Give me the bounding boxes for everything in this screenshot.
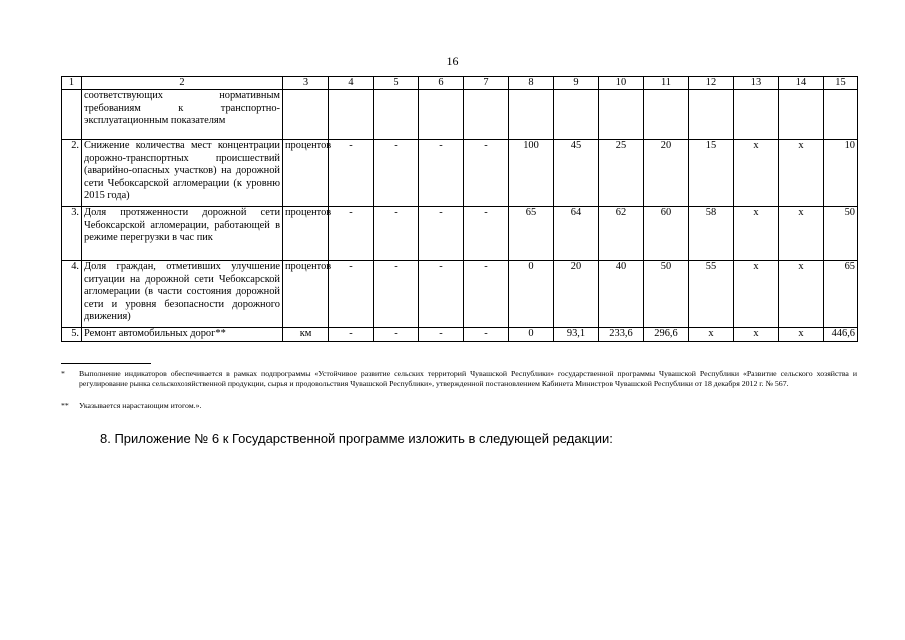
value-cell: - xyxy=(329,207,374,261)
value-cell xyxy=(464,90,509,140)
value-cell xyxy=(734,90,779,140)
value-cell: 65 xyxy=(824,261,858,328)
value-cell: 62 xyxy=(599,207,644,261)
value-cell: - xyxy=(419,261,464,328)
value-cell xyxy=(329,90,374,140)
value-cell: 50 xyxy=(824,207,858,261)
unit-cell: процентов xyxy=(283,140,329,207)
value-cell xyxy=(824,90,858,140)
value-cell: 25 xyxy=(599,140,644,207)
table-row xyxy=(62,90,858,140)
column-number: 15 xyxy=(824,77,858,90)
value-cell: 93,1 xyxy=(554,328,599,342)
value-cell: - xyxy=(464,261,509,328)
value-cell: - xyxy=(419,328,464,342)
footnote-text: Выполнение индикаторов обеспечивается в рамках подпрограммы «Устойчивое развитие сельских территорий Чувашской Республики» государственной программы Чувашской Республики «Развитие сельского хозяйства и регулирование рынка сельскохозяйственной продукции, сырья и продовольствия Чувашской Республики», утвержденной постановлением Кабинета Министров Чувашской Республики от 18 декабря 2012 г. № 567. xyxy=(79,369,857,388)
column-number: 10 xyxy=(599,77,644,90)
value-cell: - xyxy=(329,261,374,328)
value-cell: - xyxy=(419,207,464,261)
value-cell: - xyxy=(329,328,374,342)
value-cell: 20 xyxy=(554,261,599,328)
value-cell: 296,6 xyxy=(644,328,689,342)
value-cell: x xyxy=(779,207,824,261)
row-number: 5. xyxy=(62,328,82,342)
value-cell: x xyxy=(779,328,824,342)
value-cell: x xyxy=(734,261,779,328)
column-number: 9 xyxy=(554,77,599,90)
table-row xyxy=(62,328,858,342)
indicator-name: соответствующих нормативным требованиям к транспортно-эксплуатационным показателям xyxy=(82,90,283,140)
unit-cell: процентов xyxy=(283,207,329,261)
value-cell: - xyxy=(374,140,419,207)
column-number: 1 xyxy=(62,77,82,90)
value-cell: x xyxy=(734,140,779,207)
column-number: 4 xyxy=(329,77,374,90)
column-number: 11 xyxy=(644,77,689,90)
unit-cell: км xyxy=(283,328,329,342)
value-cell: 15 xyxy=(689,140,734,207)
value-cell: 233,6 xyxy=(599,328,644,342)
value-cell xyxy=(779,90,824,140)
table-row xyxy=(62,140,858,207)
indicator-name: Доля протяженности дорожной сети Чебоксарской агломерации, работающей в режиме перегрузки в час пик xyxy=(82,207,283,261)
value-cell: 65 xyxy=(509,207,554,261)
value-cell xyxy=(689,90,734,140)
column-number: 12 xyxy=(689,77,734,90)
value-cell: 0 xyxy=(509,328,554,342)
column-number: 6 xyxy=(419,77,464,90)
table-row xyxy=(62,261,858,328)
value-cell: - xyxy=(464,140,509,207)
value-cell xyxy=(419,90,464,140)
value-cell: - xyxy=(464,328,509,342)
value-cell: 58 xyxy=(689,207,734,261)
value-cell: 45 xyxy=(554,140,599,207)
value-cell: 64 xyxy=(554,207,599,261)
indicator-name: Доля граждан, отметивших улучшение ситуации на дорожной сети Чебоксарской агломерации (в части состояния дорожной сети и уровня безопасности дорожного движения) xyxy=(82,261,283,328)
column-number: 13 xyxy=(734,77,779,90)
column-number: 7 xyxy=(464,77,509,90)
value-cell: - xyxy=(464,207,509,261)
footnote-mark: ** xyxy=(61,401,69,410)
table-header-row xyxy=(62,77,858,90)
indicators-table xyxy=(61,76,858,342)
value-cell: 40 xyxy=(599,261,644,328)
unit-cell: процентов xyxy=(283,261,329,328)
value-cell: - xyxy=(374,261,419,328)
value-cell: 60 xyxy=(644,207,689,261)
value-cell xyxy=(599,90,644,140)
value-cell: 10 xyxy=(824,140,858,207)
value-cell: - xyxy=(329,140,374,207)
value-cell: 55 xyxy=(689,261,734,328)
column-number: 3 xyxy=(283,77,329,90)
footnote xyxy=(61,369,857,389)
indicator-name: Снижение количества мест концентрации дорожно-транспортных происшествий (аварийно-опасных участков) на дорожной сети Чебоксарской агломерации (к уровню 2015 года) xyxy=(82,140,283,207)
value-cell: - xyxy=(374,207,419,261)
value-cell: 20 xyxy=(644,140,689,207)
indicator-name: Ремонт автомобильных дорог** xyxy=(82,328,283,342)
unit-cell xyxy=(283,90,329,140)
footnote-separator xyxy=(61,363,151,364)
value-cell: 446,6 xyxy=(824,328,858,342)
value-cell: x xyxy=(734,328,779,342)
column-number: 14 xyxy=(779,77,824,90)
column-number: 2 xyxy=(82,77,283,90)
value-cell xyxy=(374,90,419,140)
value-cell: x xyxy=(689,328,734,342)
row-number xyxy=(62,90,82,140)
value-cell: - xyxy=(419,140,464,207)
value-cell: x xyxy=(779,140,824,207)
value-cell xyxy=(509,90,554,140)
row-number: 3. xyxy=(62,207,82,261)
page-number: 16 xyxy=(446,54,459,68)
value-cell xyxy=(644,90,689,140)
value-cell: x xyxy=(734,207,779,261)
table-row xyxy=(62,207,858,261)
row-number: 2. xyxy=(62,140,82,207)
value-cell: 0 xyxy=(509,261,554,328)
footnote xyxy=(61,401,857,411)
section-heading: 8. Приложение № 6 к Государственной программе изложить в следующей редакции: xyxy=(100,431,613,446)
value-cell: 50 xyxy=(644,261,689,328)
value-cell: 100 xyxy=(509,140,554,207)
value-cell: x xyxy=(779,261,824,328)
value-cell: - xyxy=(374,328,419,342)
column-number: 5 xyxy=(374,77,419,90)
footnote-mark: * xyxy=(61,369,65,378)
row-number: 4. xyxy=(62,261,82,328)
value-cell xyxy=(554,90,599,140)
column-number: 8 xyxy=(509,77,554,90)
footnote-text: Указывается нарастающим итогом.». xyxy=(79,401,202,410)
